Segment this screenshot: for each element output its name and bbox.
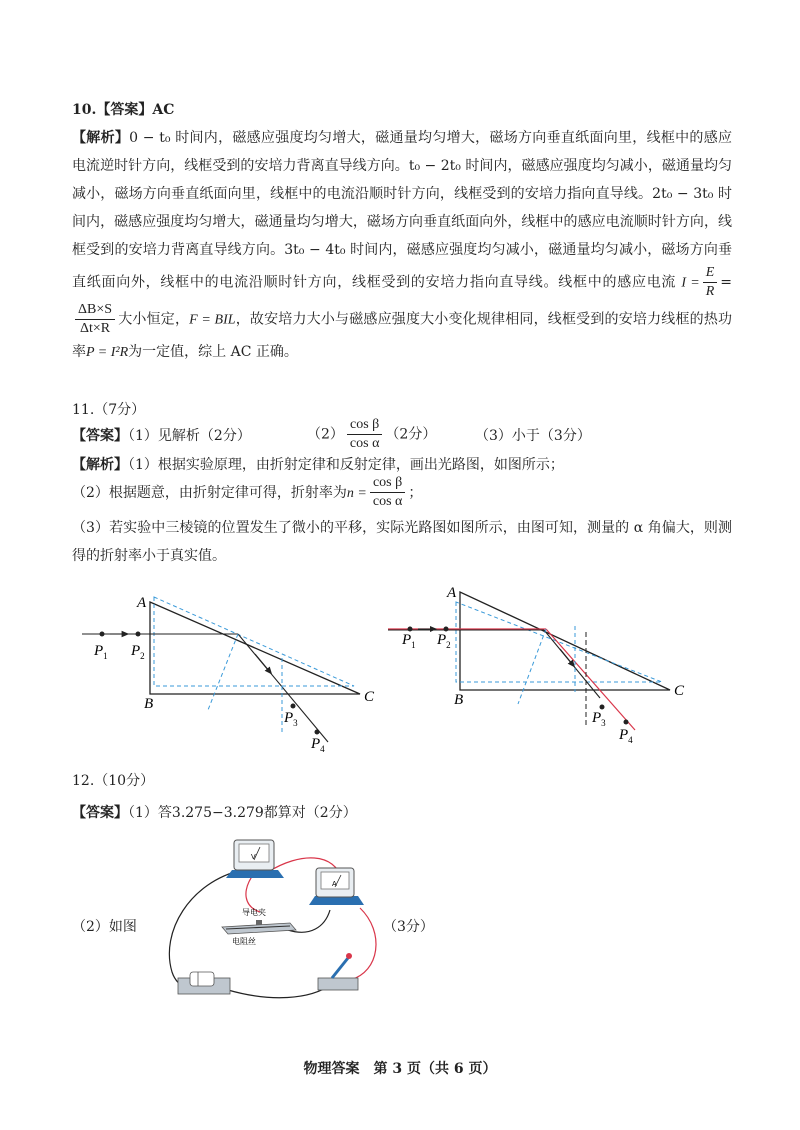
- pin-p1: [100, 632, 105, 637]
- pin-p3-shifted: [600, 705, 605, 710]
- pin-p2: [136, 632, 141, 637]
- q11-heading: 11.（7分）: [72, 402, 146, 418]
- prism-diagrams: [70, 582, 750, 752]
- q12-answer-2-score: （3分）: [383, 919, 434, 935]
- q10-analysis-label: 【解析】: [72, 130, 130, 146]
- label-p4-shifted: $P_4$: [619, 727, 633, 745]
- formula-force: F = BIL: [189, 312, 236, 328]
- q11-analysis-3: （3）若实验中三棱镜的位置发生了微小的平移，实际光路图如图所示，由图可知，测量的 α 角偏大，则测得的折射率小于真实值。: [72, 520, 732, 564]
- q10-sentence-2: t₀ − 2t₀ 时间内，磁感应强度均匀减小，磁通量均匀减小，磁场方向垂直纸面向里，线框中的电流沿顺时针方向，线框受到的安培力指向直导线。: [72, 158, 733, 202]
- q11-answer-1: （1）见解析（2分）: [128, 428, 251, 444]
- q12-answer-2: （2）如图: [72, 919, 137, 935]
- label-b: B: [144, 696, 154, 712]
- pin-p1-shifted: [408, 627, 413, 632]
- label-p2-shifted: $P_2$: [437, 632, 451, 650]
- label-a: A: [137, 595, 147, 611]
- wire-black-bottom: [228, 984, 332, 998]
- label-a-shifted: A: [447, 585, 457, 601]
- refracted-ray-red: [546, 629, 635, 730]
- q11-answer-2: （2） $\frac{\text{cos β}}{\text{cos α}}$ （2分）: [307, 417, 437, 451]
- wire-red-right: [350, 908, 376, 980]
- pin-p4: [315, 730, 320, 735]
- voltmeter: [226, 840, 284, 878]
- fraction-flux-rate: $\frac{\Delta B\times S}{\Delta t\times R}$: [75, 301, 115, 338]
- q11-analysis-1: 【解析】（1）根据实验原理，由折射定律和反射定律，画出光路图，如图所示；: [72, 457, 564, 473]
- formula-current: I =: [681, 275, 700, 291]
- q12-answer-label: 【答案】: [72, 805, 128, 821]
- voltmeter-label: V: [251, 854, 256, 861]
- label-b-shifted: B: [454, 692, 464, 708]
- fraction-cos-beta-over-cos-alpha: $\frac{\text{cos β}}{\text{cos α}}$: [347, 416, 383, 453]
- label-p2: $P_2$: [131, 643, 145, 661]
- label-p4: $P_4$: [311, 736, 325, 752]
- q11-answer-row: [72, 416, 732, 452]
- q12-heading: 12.（10分）: [72, 773, 155, 789]
- fraction-refractive-index: $\frac{\text{cos β}}{\text{cos α}}$: [370, 474, 406, 511]
- prism-outline-dashed-shifted: [456, 602, 662, 682]
- q10-sentence-3: 2t₀ − 3t₀ 时间内，磁感应强度均匀增大，磁通量均匀增大，磁场方向垂直纸面向外，线框中的感应电流顺时针方向，线框受到的安培力背离直导线方向。: [72, 186, 732, 258]
- q10-sentence-1: 0 − t₀ 时间内，磁感应强度均匀增大，磁通量均匀增大，磁场方向垂直纸面向里，线框中的感应电流逆时针方向，线框受到的安培力背离直导线方向。: [72, 130, 732, 174]
- pin-p2-shifted: [444, 627, 449, 632]
- q10-sentence-4: 3t₀ − 4t₀ 时间内，磁感应强度均匀减小，磁通量均匀减小，磁场方向垂直纸面向外，线框中的电流沿顺时针方向，线框受到的安培力指向直导线。线框中的感应电流: [72, 242, 733, 291]
- prism-triangle-shifted: [460, 592, 670, 690]
- refracted-ray: [238, 634, 328, 742]
- q10-analysis: 【解析】0 − t₀ 时间内，磁感应强度均匀增大，磁通量均匀增大，磁场方向垂直纸面向里，线框中的感应电流逆时针方向，线框受到的安培力背离直导线方向。t₀ − 2t₀ 时间内，磁感应强度均匀减小，磁通量均匀减小，磁场方向垂直纸面向里，线框中的电流沿顺时针方向，线框受到的安培力指向直导线。2t₀ − 3t₀ 时间内，磁感应强度均匀增大，磁通量均匀增大，磁场方向垂直纸面向外，线框中的感应电流顺时针方向，线框受到的安培力背离直导线方向。3t₀ − 4t₀ 时间内，磁感应强度均匀减小，磁通量均匀减小，磁场方向垂直纸面向外，线框中的电流沿顺时针方向，线框受到的安培力指向直导线。线框中的感应电流 I = $\frac{E}{R}$ = $\frac{\Delta B\times S}{\Delta t\times R}$ 大小恒定，F = BIL，故安培力大小与磁感应强度大小变化规律相同，线框受到的安培力线框的热功率P = I²R为一定值，综上 AC 正确。: [72, 130, 733, 360]
- normal-dashed: [208, 634, 238, 710]
- ammeter: [309, 868, 364, 905]
- q12-answer-1: 【答案】（1）答3.275−3.279都算对（2分）: [72, 805, 357, 821]
- q10-sentence-7: 为一定值，综上 AC 正确。: [128, 344, 298, 360]
- q11-answer-3: （3）小于（3分）: [475, 428, 591, 444]
- label-resistance-wire: 电阻丝: [232, 937, 256, 946]
- ammeter-label: A: [332, 881, 337, 888]
- q10-sentence-5: 大小恒定，: [118, 311, 190, 328]
- q10-section: [72, 96, 732, 367]
- label-p1-shifted: $P_1$: [402, 632, 416, 650]
- resistance-wire-board: [222, 907, 296, 946]
- q10-sentence-6: ，故安培力大小与磁感应强度大小变化规律相同，线框受到的安培力线框的热功率: [72, 311, 733, 360]
- label-p3: $P_3$: [284, 710, 298, 728]
- label-c-shifted: C: [674, 683, 685, 699]
- label-p1: $P_1$: [94, 643, 108, 661]
- page-footer: 物理答案 第 3 页（共 6 页）: [303, 1061, 497, 1077]
- formula-power: P = I²R: [86, 345, 129, 360]
- label-p3-shifted: $P_3$: [592, 710, 606, 728]
- refracted-ray-arrow: [255, 654, 270, 672]
- prism-outline-dashed: [154, 597, 354, 686]
- battery: [178, 972, 230, 994]
- left-prism-diagram: [82, 595, 375, 752]
- normal-dashed-shifted: [518, 629, 546, 704]
- fraction-e-over-r: $\frac{E}{R}$: [703, 264, 718, 301]
- q10-heading: 10.【答案】AC: [72, 102, 175, 118]
- label-c: C: [364, 689, 375, 705]
- pin-p3: [291, 704, 296, 709]
- label-clip: 导电夹: [242, 908, 266, 917]
- q11-answer-label: 【答案】: [72, 428, 128, 444]
- q11-analysis-2: （2）根据题意，由折射定律可得，折射率为n = $\frac{\text{cos β}}{\text{cos α}}$ ；: [72, 475, 423, 509]
- prism-triangle: [150, 602, 360, 694]
- switch: [318, 953, 358, 990]
- pin-p4-shifted: [624, 720, 629, 725]
- q11-analysis-label: 【解析】: [72, 457, 128, 473]
- right-prism-diagram: [388, 585, 685, 745]
- circuit-diagram: [150, 832, 380, 1007]
